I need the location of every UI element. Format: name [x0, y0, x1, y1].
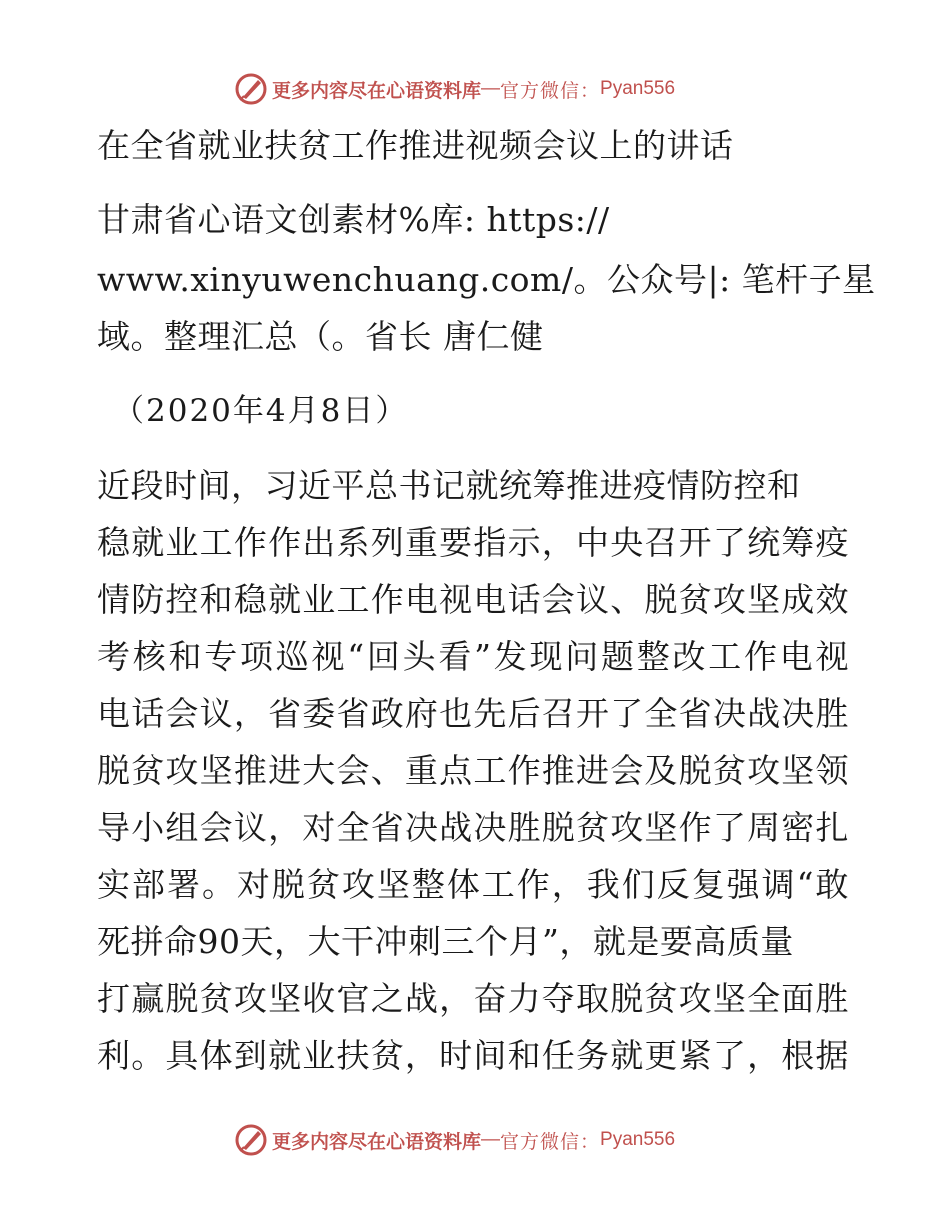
banner-wechat-label: 官方微信：	[500, 1131, 601, 1153]
header-banner	[234, 72, 714, 106]
body-line: 情防控和稳就业工作电视电话会议、脱贫攻坚成效	[97, 580, 849, 619]
banner-wechat-id: Pyan556	[600, 78, 676, 99]
quill-logo-icon	[234, 72, 268, 106]
body-line: 利。具体到就业扶贫，时间和任务就更紧了，根据	[97, 1036, 849, 1075]
footer-banner	[234, 1123, 714, 1157]
document-title: 在全省就业扶贫工作推进视频会议上的讲话	[97, 126, 734, 165]
source-line: 甘肃省心语文创素材%库: https://	[97, 200, 610, 239]
body-line: 考核和专项巡视“回头看”发现问题整改工作电视	[97, 637, 849, 676]
banner-separator: —	[481, 78, 501, 99]
banner-wechat-id: Pyan556	[600, 1129, 676, 1150]
body-line: 导小组会议，对全省决战决胜脱贫攻坚作了周密扎	[97, 808, 849, 847]
body-line: 实部署。对脱贫攻坚整体工作，我们反复强调“敢	[97, 865, 849, 904]
body-line: 电话会议，省委省政府也先后召开了全省决战决胜	[97, 694, 849, 733]
banner-wechat-label: 官方微信：	[500, 80, 601, 102]
banner-main-text: 更多内容尽在心语资料库	[272, 80, 482, 102]
document-date: （2020年4月8日）	[113, 393, 409, 429]
body-line: 打赢脱贫攻坚收官之战，奋力夺取脱贫攻坚全面胜	[97, 979, 849, 1018]
quill-logo-icon	[234, 1123, 268, 1157]
body-line: 稳就业工作作出系列重要指示，中央召开了统筹疫	[97, 523, 849, 562]
body-line: 近段时间，习近平总书记就统筹推进疫情防控和	[97, 466, 801, 505]
banner-separator: —	[481, 1129, 501, 1150]
banner-main-text: 更多内容尽在心语资料库	[272, 1131, 482, 1153]
source-line: 域。整理汇总（。省长 唐仁健	[97, 317, 544, 356]
source-line: www.xinyuwenchuang.com/。公众号|: 笔杆子星	[97, 260, 876, 299]
body-line: 脱贫攻坚推进大会、重点工作推进会及脱贫攻坚领	[97, 751, 849, 790]
body-line: 死拼命90天，大干冲刺三个月”，就是要高质量	[97, 922, 794, 961]
